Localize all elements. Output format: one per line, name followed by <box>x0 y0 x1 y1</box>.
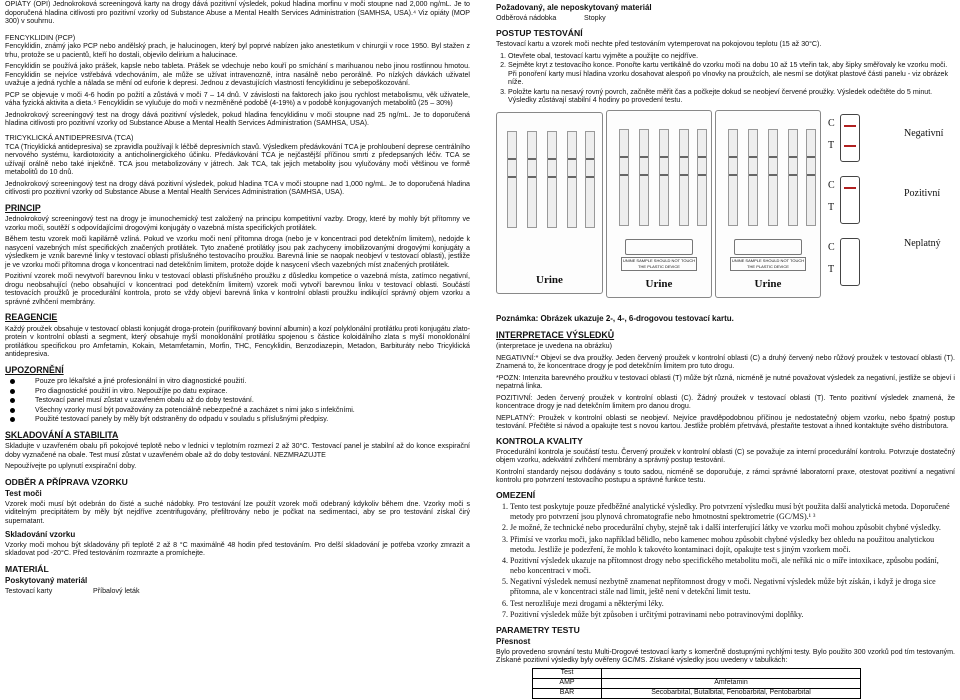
fencyklidin-title: FENCYKLIDIN (PCP) <box>5 32 76 42</box>
upozorneni-list <box>5 377 470 424</box>
skladovani-title: SKLADOVÁNÍ A STABILITA <box>5 429 119 440</box>
odber-title: ODBĚR A PŘÍPRAVA VZORKU <box>5 476 128 487</box>
test-card-front <box>715 110 821 298</box>
pozadovany-item: Stopky <box>584 13 606 22</box>
list-item: 7. Pozitivní výsledek může být způsoben i určitými potravinami nebo potravinovými doplňky. <box>510 610 955 620</box>
interpretace-p3: *POZN: Intenzita barevného proužku v testovací oblasti (T) může být různá, nicméně je nutné považovat výsledek za negativní, jestliže se objeví i nepatrná linka. <box>496 373 955 391</box>
test-card-front <box>606 110 712 298</box>
interpretace-title: INTERPRETACE VÝSLEDKŮ <box>496 329 615 340</box>
princip-p3: Pozitivní vzorek moči nevytvoří barevnou linku v testovací oblasti příslušného proužku z důsledku kompetice o vazebná místa, zatímco negativní, drogu neobsahující (nebo obsahující v koncentraci pod detekčním limitem) vzorek moči vytvoří barevnou linku v testovací oblasti. Součástí testovacích proužků je procedurální kontrola, proto se vždy objeví barevná linka v kontrolní oblasti proužku indikující správný objem vzorku a správné zvlhčení membrány. <box>5 272 470 306</box>
list-item: 5. Negativní výsledek nemusí nezbytně znamenat nepřítomnost drogy v moči. Negativní výsledek může být získán, i když je droga sice přítomna, ale v koncentraci stále nad limit, ještě není v detekční limit testu. <box>510 577 955 596</box>
presnost-paragraph: Bylo provedeno srovnání testu Multi-Drogové testovací karty s komerčně dostupnými rychlými testy. Bylo použito 300 vzorků pod tím testovaným. Získané pozitivní výsledky byly ověřeny GC/MS. Získané výsledky jsou uvedeny v tabulkách: <box>496 647 955 665</box>
test-strip <box>507 131 517 228</box>
result-window-negative <box>840 114 860 162</box>
test-strip <box>768 129 778 226</box>
table-row <box>533 668 861 678</box>
material-item: Testovací karty <box>5 586 53 595</box>
test-strip <box>659 129 669 226</box>
fencyklidin-p1: Fencyklidin, známý jako PCP nebo andělský prach, je halucinogen, který byl poprvé nabízen jako anestetikum v chirurgii v roce 1950. Byl stažen z trhu, protože se u pacientů, kteří ho dostali, objevilo delirium a halucinace. <box>5 42 470 59</box>
skladovani-vzorku-title: Skladování vzorku <box>5 530 76 540</box>
table-cell: Test <box>533 668 602 678</box>
table-cell: Secobarbital, Butalbital, Fenobarbital, Pentobarbital <box>602 688 861 698</box>
pozadovany-title: Požadovaný, ale neposkytovaný materiál <box>496 3 652 12</box>
list-item: 2. Je možné, že technické nebo procedurální chyby, stejně tak i další interferující látky ve vzorku moči mohou způsobit chybné výsledky. <box>510 523 955 533</box>
upozorneni-title: UPOZORNĚNÍ <box>5 364 64 375</box>
test-strip <box>527 131 537 228</box>
test-strip <box>728 129 738 226</box>
kontrola-p1: Procedurální kontrola je součástí testu. Červený proužek v kontrolní oblasti (C) se považuje za interní procedurální kontrolu. Potvrzuje dostatečný objem vzorku, adekvátní zvlhčení membrány a správný postup testování. <box>496 447 955 465</box>
list-item: 4. Pozitivní výsledek ukazuje na přítomnost drogy nebo specifického metabolitu moči, ale neříká nic o míře intoxikace, způsobu podání, nebo koncentraci v moči. <box>510 556 955 575</box>
postup-step: 3. Položte kartu na nesavý rovný povrch, začněte měřit čas a počkejte dokud se neobjeví červené proužky. Výsledek odečtěte do 5 minut. Výsledky zůstávají stabilní 4 hodiny po provedení testu. <box>508 88 955 105</box>
postup-intro: Testovací kartu a vzorek moči nechte před testováním vytemperovat na pokojovou teplotu (15 až 30°C). <box>496 40 822 49</box>
test-card-figure <box>496 108 955 308</box>
table-row <box>533 678 861 688</box>
table-cell: Amfetamin <box>602 678 861 688</box>
reagencie-title: REAGENCIE <box>5 312 58 323</box>
table-cell: BAR <box>533 688 602 698</box>
result-window-positive <box>840 176 860 224</box>
test-strip <box>806 129 816 226</box>
test-strip <box>697 129 707 226</box>
test-label: T <box>828 139 835 151</box>
pozadovany-item: Odběrová nádobka <box>496 13 557 22</box>
material-title: MATERIÁL <box>5 563 49 574</box>
list-item: 3. Přimísí ve vzorku moči, jako například bělidlo, nebo kamenec mohou způsobit chybné výsledky bez ohledu na použitou analytickou metodu. Jestliže je podezření, že mohlo k takovéto kontaminaci dojít, opakujte test s jiným vzorkem moči. <box>510 535 955 554</box>
princip-p2: Během testu vzorek moči kapilárně vzlíná. Pokud ve vzorku moči není přítomna droga (nebo je v koncentraci pod detekčním limitem), nedojde k nasycení vazebných míst specifických značených protilátek. Tyto značené protilátky jsou pak zachyceny imobilizovanými drogovými konjugáty a výsledkem je vznik barevné linky v testovací oblasti příslušného testovacího proužku. Barevná linie se naopak neobjeví v testovací oblasti), jestliže je ve vzorku moči přítomna droga v koncentraci nad detekčním limitem, protože dojde k nasycení všech vazebných míst značených protilátek. <box>5 235 470 269</box>
postup-steps <box>496 52 955 105</box>
table-row <box>533 688 861 698</box>
negative-label: Negativní <box>904 127 944 139</box>
skladovani-paragraph-2: Nepoužívejte po uplynutí exspirační doby. <box>5 462 137 471</box>
urine-label: Urine <box>645 277 673 290</box>
parametry-title: PARAMETRY TESTU <box>496 624 580 635</box>
urine-label: Urine <box>536 273 563 286</box>
postup-step: 2. Sejměte kryt z testovacího konce. Ponořte kartu vertikálně do vzorku moči na dobu 10 až 15 vteřin tak, aby šipky směřovaly ke vzorku moči. Při ponoření karty musí hladina vzorku dosahovat alespoň po vlnovky na proužcích, ale nesmí se dotýkat plastové části panelu - viz obrázek níže. <box>508 61 955 87</box>
presnost-title: Přesnost <box>496 637 531 647</box>
figure-caption: Poznámka: Obrázek ukazuje 2-, 4-, 6-drogovou testovací kartu. <box>496 313 734 323</box>
table-cell: AMP <box>533 678 602 688</box>
interpretace-p2: NEGATIVNÍ:* Objeví se dva proužky. Jeden červený proužek v kontrolní oblasti (C) a druhý červený nebo růžový proužek v testovací oblasti (T). Znamená to, že koncentrace drogy je pod detekčním limitem pro tuto drogu. <box>496 353 955 371</box>
test-label: T <box>828 201 835 213</box>
right-column <box>496 0 955 699</box>
tca-p1: TCA (Tricyklická antidepresiva) se zpravidla používají k léčbě depresivních stavů. Výsledkem předávkování TCA je prohloubení deprese centrálního nervového systému, kardiotoxicity a anticholinergického účinku. Předávkování TCA je nejčastější příčinou smrti z předepsaných léčiv. TCA se užívají orálně nebo také injekčně. TCA jsou metabolizovány v játrech. Jak TCA, tak jejich metabolity jsou vylučovány moči většinou ve formě metabolitů do 10 dnů. <box>5 142 470 176</box>
positive-label: Pozitivní <box>904 187 941 199</box>
table-cell <box>602 668 861 678</box>
kontrola-p2: Kontrolní standardy nejsou dodávány s touto sadou, nicméně se doporučuje, z rámci správné laboratorní praxe, otestovat pozitivní a negativní kontrolu pro potvrzení testovacího postupu a správné funkce testu. <box>496 467 955 485</box>
test-strip <box>679 129 689 226</box>
interpretace-p4: POZITIVNÍ: Jeden červený proužek v kontrolní oblasti (C). Žádný proužek v testovací oblasti (T). Tento pozitivní výsledek znamená, že koncentrace drogy je nad detekčním limitem pro danou drogu. <box>496 393 955 411</box>
kontrola-title: KONTROLA KVALITY <box>496 435 583 446</box>
sample-well <box>734 239 802 255</box>
result-window-invalid <box>840 238 860 286</box>
control-label: C <box>828 117 835 129</box>
opiaty-paragraph: OPIÁTY (OPI) Jednokroková screeningová karty na drogy dává pozitivní výsledek, pokud hladina morfinu v moči stoupne nad 2,000 ng/mL. Je to doporučená hladina citlivosti pro pozitivní vzorky od Substance Abuse a Mental Health Services Administration (SAMHSA, USA).⁴ Viz opiáty (MOP 300) v souhrnu. <box>5 0 470 25</box>
material-items <box>5 587 470 596</box>
interpretace-p5: NEPLATNÝ: Proužek v kontrolní oblasti se neobjeví. Nejvíce pravděpodobnou příčinou je nedostatečný objem vzorku, nebo špatný postup testování. Přečtěte si návod a opakujte test s novou kartou. Jestliže problém přetrvává, přestaňte testovat a ihned kontaktujte svého distributora. <box>496 413 955 431</box>
urine-label: Urine <box>754 277 782 290</box>
fencyklidin-p2: Fencyklidin se používá jako prášek, kapsle nebo tableta. Prášek se vdechuje nebo kouří po smíchání s marihuanou nebo jinou rostlinnou hmotou. Fencyklidin se nejvíce vstřebává vdechováním, ale může se užívat intravenozně, intra nasálně nebo perorálně. Po nízkých dávkách uživatel uvažuje a jedná rychle a nálada se mění od euforie k depresi. Jednou z devastujících vlastností fencyklidinu je sebepoškozování. <box>5 62 470 88</box>
omezeni-title: OMEZENÍ <box>496 489 536 500</box>
test-strip <box>639 129 649 226</box>
list-item: Všechny vzorky musí být považovány za potenciálně nebezpečné a zacházet s nimi jako s infekčními. <box>5 406 470 415</box>
skladovani-vzorku-paragraph: Vzorky moči mohou být skladovány při teplotě 2 až 8 °C maximálně 48 hodin před testováním. Pro delší skladování je potřeba vzorky zmrazit a skladovat pod -20°C. Před testováním rozmrazte a promíchejte. <box>5 540 470 558</box>
results-table <box>532 668 861 699</box>
invalid-label: Neplatný <box>904 237 941 249</box>
control-label: C <box>828 241 835 253</box>
reagencie-paragraph: Každý proužek obsahuje v testovací oblasti konjugát droga-protein (purifikovaný bovinní albumin) a kozí polyklonální protilátku proti konjugátu zlato-protein v kontrolní oblasti a segment, který obsahuje myší monoklonální protilátku spojenou s částice koloidálního zlata s myší monoklonální protilátkou specifickou pro Amfetamin, Kokain, Metamfetamin, Morfin, THC, Fencyklidin, Benzodiazepin, Metadon, Barbituráty nebo Tricyklická antidepresiva. <box>5 324 470 359</box>
list-item: Použité testovací panely by měly být odstraněny do odpadu v souladu s příslušnými předpisy. <box>5 415 470 424</box>
material-subtitle: Poskytovaný materiál <box>5 576 88 585</box>
postup-step: 1. Otevřete obal, testovací kartu vyjměte a použijte co nejdříve. <box>508 52 955 61</box>
warning-label: UNINE SAMPLE SHOULD NOT TOUCH THE PLASTIC DEVICE <box>622 257 696 269</box>
warning-label: UNINE SAMPLE SHOULD NOT TOUCH THE PLASTIC DEVICE <box>731 257 805 269</box>
test-card-dipping <box>496 112 603 294</box>
left-column <box>5 0 470 601</box>
pozadovany-items <box>496 14 955 23</box>
fencyklidin-p3: PCP se objevuje v moči 4-6 hodin po požití a zůstává v moči 7 – 14 dnů. V závislosti na faktorech jako jsou rychlost metabolismu, věk uživatele, váha fyzická aktivita a dieta.⁵ Fencyklidin se vylučuje do moči v nezměněné podobě (4-19%) a v podobě konjugovaných metabolitů (25 – 30%) <box>5 90 470 108</box>
tca-p2: Jednokrokový screeningový test na drogy dává pozitivní výsledek, pokud hladina TCA v moči stoupne nad 1,000 ng/mL. Je to doporučená hladina citlivosti pro pozitivní vzorky od Substance Abuse a Mental Health Services Administration (SAMHSA, USA). <box>5 179 470 196</box>
test-label: T <box>828 263 835 275</box>
test-strip <box>547 131 557 228</box>
test-strip <box>585 131 595 228</box>
princip-title: PRINCIP <box>5 202 41 213</box>
omezeni-list <box>496 502 955 620</box>
test-strip <box>748 129 758 226</box>
postup-title: POSTUP TESTOVÁNÍ <box>496 28 583 39</box>
fencyklidin-p4: Jednokrokový screeningový test na drogy dává pozitivní výsledek, pokud hladina fencyklidinu v moči stoupne nad 25 ng/mL. Je to doporučená hladina citlivosti pro pozitivní vzorky od Substance Abuse a Mental Health Services Administration (SAMHSA, USA). <box>5 110 470 128</box>
princip-p1: Jednokrokový screeningový test na drogy je imunochemický test založený na principu kompetitivní vazby. Drogy, které by mohly být přítomny ve vzorku moči, soutěží s odpovídajícími drogovými konjugáty o vazebná místa specifických protilátek. <box>5 215 470 232</box>
skladovani-paragraph: Skladujte v uzavřeném obalu při pokojové teplotě nebo v lednici v teplotním rozmezí 2 až 30°C. Testovací panel je stabilní až do konce exspirační doby vyznačené na obale. Test musí zůstat v uzavřeném obale až do doby testování. NEZMRAZUJTE <box>5 442 470 459</box>
test-strip <box>567 131 577 228</box>
material-item: Příbalový leták <box>93 586 140 595</box>
interpretace-p1: (interpretace je uvedena na obrázku) <box>496 342 612 351</box>
control-label: C <box>828 179 835 191</box>
list-item: Testovací panel musí zůstat v uzavřeném obalu až do doby testování. <box>5 396 470 405</box>
test-strip <box>788 129 798 226</box>
test-moci-paragraph: Vzorek moči musí být odebrán do čisté a suché nádobky. Pro testování lze použít vzorek moči odebraný kdykoliv během dne. Vzorky moči s viditelným precipitátem by měly být nejdříve zcentrifugovány, přefiltrovány nebo je počkat na sedimentaci, aby se pro testování získal čirý supernatant. <box>5 499 470 525</box>
test-moci-title: Test moči <box>5 489 42 498</box>
list-item: 6. Test nerozlišuje mezi drogami a některými léky. <box>510 599 955 609</box>
list-item: 1. Tento test poskytuje pouze předběžné analytické výsledky. Pro potvrzení výsledku musí být použita další analytická metoda. Doporučené metody pro potvrzení jsou plynová chromatografie nebo hmotnostní spektrometrie (GC/MS).¹ ³ <box>510 502 955 521</box>
test-strip <box>619 129 629 226</box>
sample-well <box>625 239 693 255</box>
tca-title: TRICYKLICKÁ ANTIDEPRESIVA (TCA) <box>5 132 134 142</box>
list-item: Pouze pro lékařské a jiné profesionální in vitro diagnostické použití. <box>5 377 470 386</box>
list-item: Pro diagnostické použití in vitro. Nepoužíjte po datu expirace. <box>5 387 470 396</box>
